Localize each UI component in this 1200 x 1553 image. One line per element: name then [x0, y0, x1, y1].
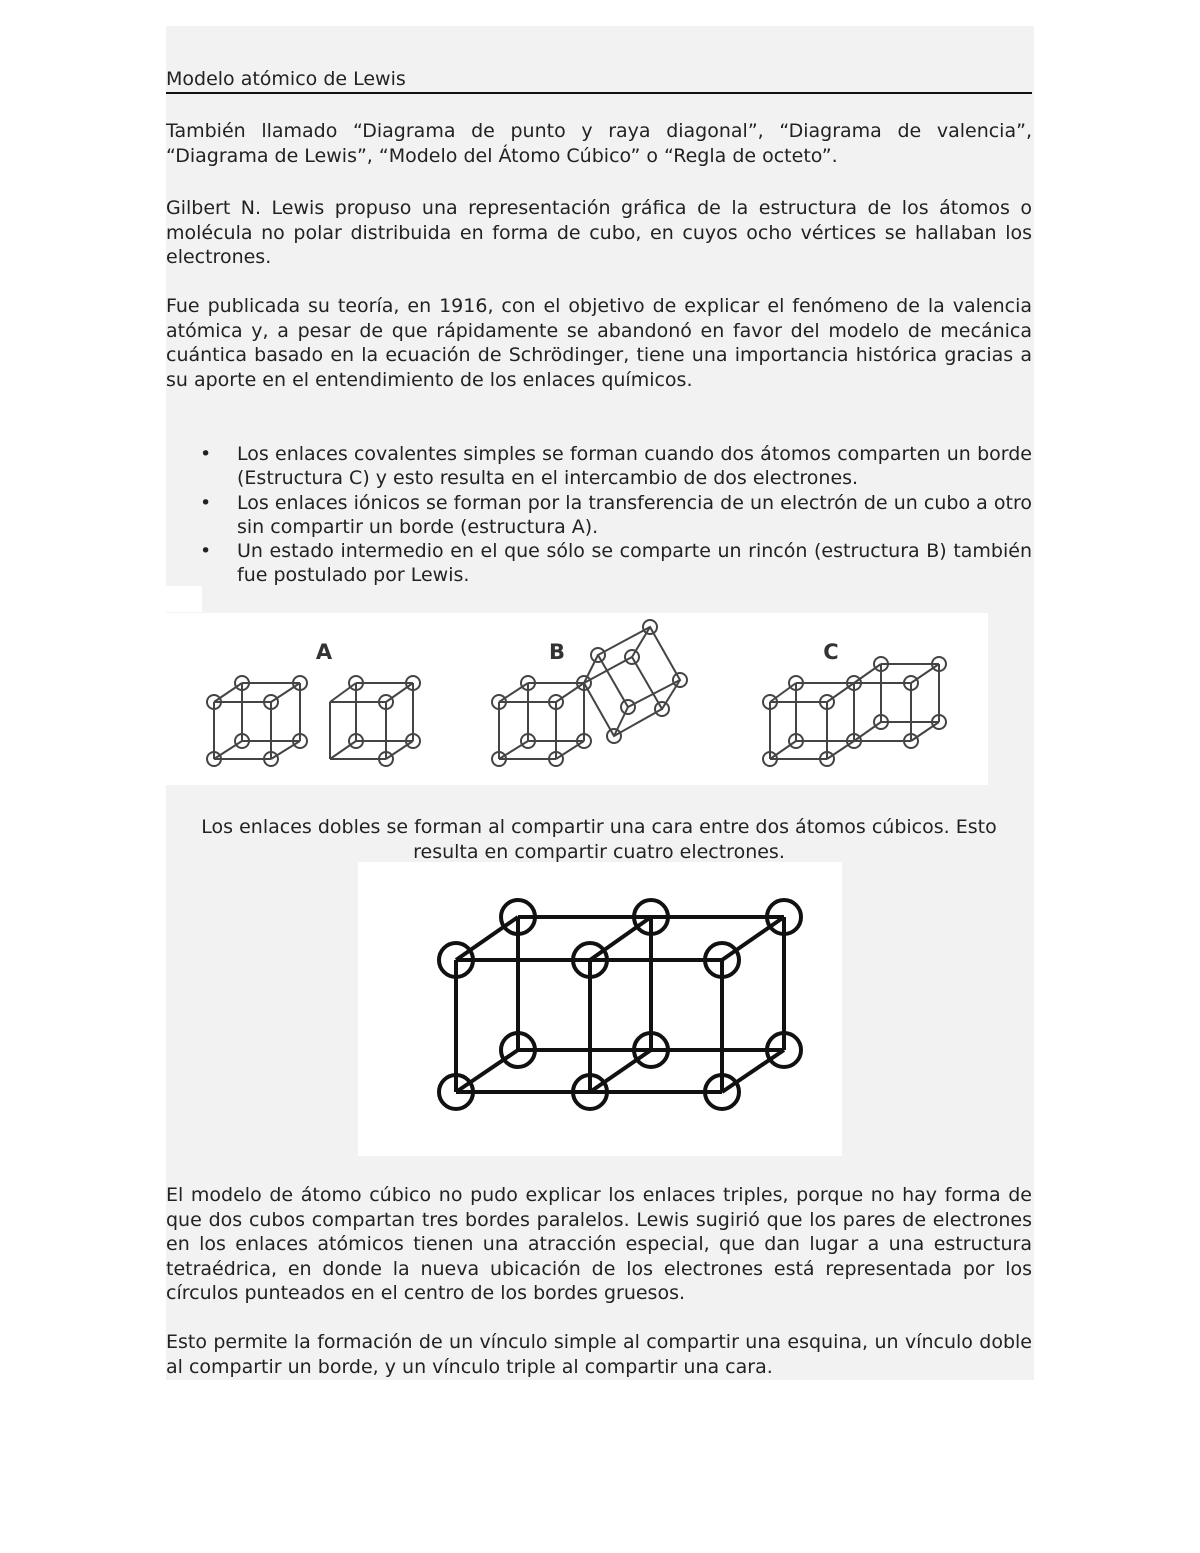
- list-item-text: Los enlaces iónicos se forman por la transferencia de un electrón de un cubo a otro sin compartir un borde (estructura A).: [237, 491, 1032, 538]
- cube-structures-diagram: [166, 613, 988, 785]
- bullet-margin-block: [166, 586, 202, 612]
- bullet-icon: •: [200, 540, 212, 563]
- figure-double-bond: [358, 862, 842, 1156]
- structure-label-b: B: [548, 640, 566, 664]
- double-bond-caption: Los enlaces dobles se forman al compartir una cara entre dos átomos cúbicos. Esto resulta en compartir cuatro electrones.: [201, 816, 997, 863]
- structure-label-a: A: [315, 640, 333, 664]
- cube-c-right: [854, 657, 946, 748]
- list-item-text: Un estado intermedio en el que sólo se comparte un rincón (estructura B) también fue postulado por Lewis.: [237, 540, 1032, 587]
- cube-a-right: [330, 676, 420, 766]
- structure-label-c: C: [823, 640, 839, 664]
- paragraph-bond-summary: Esto permite la formación de un vínculo simple al compartir una esquina, un vínculo doble al compartir un borde, y un vínculo triple al compartir una cara.: [166, 1331, 1032, 1378]
- cube-a-left: [207, 676, 307, 766]
- figure-cube-structures: [166, 613, 988, 785]
- paragraph-intro: También llamado “Diagrama de punto y raya diagonal”, “Diagrama de valencia”, “Diagrama de Lewis”, “Modelo del Átomo Cúbico” o “Regla de octeto”.: [166, 120, 1032, 167]
- list-item: [166, 491, 1032, 540]
- cube-c-left: [763, 676, 861, 766]
- paragraph-publication: Fue publicada su teoría, en 1916, con el objetivo de explicar el fenómeno de la valencia atómica y, a pesar de que rápidamente se abandonó en favor del modelo de mecánica cuántica basado en la ecuación de Schrödinger, tiene una importancia histórica gracias a su aporte en el entendimiento de los enlaces químicos.: [166, 295, 1032, 391]
- list-item-text: Los enlaces covalentes simples se forman cuando dos átomos comparten un borde (Estructura C) y esto resulta en el intercambio de dos electrones.: [237, 443, 1032, 490]
- paragraph-lewis-proposal: Gilbert N. Lewis propuso una representación gráfica de la estructura de los átomos o molécula no polar distribuida en forma de cubo, en cuyos ocho vértices se hallaban los electrones.: [166, 197, 1032, 268]
- bullet-icon: •: [200, 443, 212, 465]
- cube-b-rotated: [584, 620, 687, 743]
- list-item: [166, 539, 1032, 588]
- list-item: [166, 442, 1032, 491]
- cube-b-left: [492, 676, 591, 766]
- bullet-icon: •: [200, 491, 212, 514]
- page-title: Modelo atómico de Lewis: [166, 66, 1032, 94]
- paragraph-triple-bond: El modelo de átomo cúbico no pudo explicar los enlaces triples, porque no hay forma de que dos cubos compartan tres bordes paralelos. Lewis sugirió que los pares de electrones en los enlaces atómicos tienen una atracción especial, que dan lugar a una estructura tetraédrica, en donde la nueva ubicación de los electrones está representada por los círculos punteados en el centro de los bordes gruesos.: [166, 1184, 1032, 1304]
- double-bond-diagram: [358, 862, 842, 1156]
- bond-types-list: [166, 442, 1032, 588]
